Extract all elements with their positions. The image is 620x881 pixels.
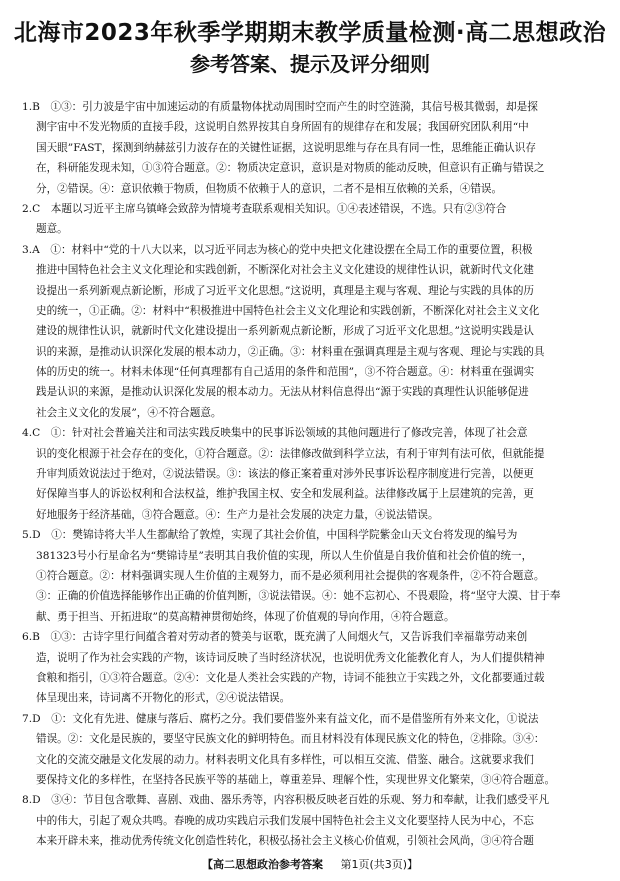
answer-line: 7.D ①：文化有先进、健康与落后、腐朽之分。我们要借鉴外来有益文化，而不是借鉴所有外来文化，①说法 — [22, 712, 539, 725]
answer-line: 升审判质效说法过于绝对，②说法错误。③：该法的修正案着重对涉外民事诉讼程序制度进行完善，以便更 — [36, 468, 534, 481]
answer-item — [22, 97, 612, 199]
answer-line: 献、勇于担当、开拓进取”的莫高精神贯彻始终，体现了价值观的导向作用，④符合题意。 — [36, 610, 455, 623]
answer-line: ①符合题意。②：材料强调实现人生价值的主观努力，而不是必须利用社会提供的客观条件，②不符合题意。 — [36, 569, 545, 582]
answer-item — [22, 790, 612, 851]
page-title: 北海市2023年秋季学期期末教学质量检测·高二思想政治 — [13, 20, 607, 46]
footer-spacer — [326, 858, 337, 871]
answer-line: 测宇宙中不发光物质的直接手段，这说明自然界按其自身所固有的规律存在和发展；我国研究团队利用“中 — [36, 121, 529, 134]
answer-item — [22, 525, 612, 627]
answer-line: 题意。 — [36, 223, 68, 236]
answer-line: 在，科研能发现未知，①③符合题意。②：物质决定意识，意识是对物质的能动反映，但意识有正确与错误之 — [36, 162, 545, 175]
answer-line: 史的统一，①正确。②：材料中“积极推进中国特色社会主义文化理论和实践创新，不断深化对社会主义文化 — [36, 304, 540, 317]
answer-line: 识的变化根源于社会存在的变化，①符合题意。②：法律修改做到科学立法，有利于审判有法可依，但就能提 — [36, 447, 545, 460]
answer-line: 8.D ③④：节目包含歌舞、喜剧、戏曲、器乐秀等，内容积极反映老百姓的乐观、努力和奉献，让我们感受平凡 — [22, 794, 550, 807]
answer-line: 建设的规律性认识，就新时代文化建设提出一系列新观点新论断，形成了习近平文化思想。”这说明实践是认 — [36, 325, 535, 338]
answer-item — [22, 423, 612, 525]
answer-line: 文化的交流交融是文化发展的动力。材料表明文化具有多样性，可以相互交流、借鉴、融合。这就要求我们 — [36, 753, 534, 766]
footer-page-number: 第1页(共3页)】 — [340, 858, 419, 871]
answer-line: ③：正确的价值选择能够作出正确的价值判断，③说法错误。④：她不忘初心、不畏艰险，将“坚守大漠、甘于奉 — [36, 590, 561, 603]
footer-label: 【高二思想政治参考答案 — [201, 858, 323, 871]
answer-line: 2.C 本题以习近平主席乌镇峰会致辞为情境考查联系观相关知识。①④表述错误，不选。只有②③符合 — [22, 202, 507, 215]
answer-line: 食粮和指引，①③符合题意。②④：文化是人类社会实践的产物，诗词不能独立于实践之外，文化都要通过载 — [36, 671, 545, 684]
answer-line: 践是认识的来源，是推动认识深化发展的根本动力。无法从材料信息得出“源于实践的真理性认识能够促进 — [36, 386, 529, 399]
answer-line: 1.B ①③：引力波是宇宙中加速运动的有质量物体扰动周围时空而产生的时空涟漪，其信号极其微弱，却是探 — [22, 101, 538, 113]
answer-item — [22, 709, 612, 791]
answer-line: 381323号小行星命名为“樊锦诗星”表明其自我价值的实现，所以人生价值是自我价值和社会价值的统一， — [36, 549, 533, 562]
answer-line: 3.A ①：材料中“党的十八大以来，以习近平同志为核心的党中央把文化建设摆在全局工作的重要位置，积极 — [22, 243, 533, 256]
page-footer — [0, 856, 620, 872]
answer-line: 识的来源，是推动认识深化发展的根本动力，②正确。③：材料重在强调真理是主观与客观、理论与实践的具 — [36, 345, 545, 358]
answer-line: 推进中国特色社会主义文化理论和实践创新，不断深化对社会主义文化建设的规律性认识，就新时代文化建 — [36, 264, 534, 277]
page-subtitle: 参考答案、提示及评分细则 — [190, 52, 430, 76]
answer-item — [22, 240, 612, 424]
answer-line: 错误。②：文化是民族的，要坚守民族文化的鲜明特色。而且材料没有体现民族文化的特色，②排除。③④： — [36, 733, 545, 746]
answer-line: 社会主义文化的发展”，④不符合题意。 — [36, 406, 222, 419]
answer-line: 好保障当事人的诉讼权利和合法权益，维护我国主权、安全和发展利益。法律修改属于上层建筑的完善，更 — [36, 488, 534, 501]
answer-line: 要保持文化的多样性，在坚持各民族平等的基础上，尊重差异、理解个性，实现世界文化繁荣，③④符合题意。 — [36, 773, 556, 786]
answer-line: 设提出一系列新观点新论断，形成了习近平文化思想。”这说明，真理是主观与客观、理论与实践的具体的历 — [36, 284, 535, 297]
answer-line: 4.C ①：针对社会普遍关注和司法实践反映集中的民事诉讼领域的其他问题进行了修改完善，体现了社会意 — [22, 427, 528, 440]
answer-item — [22, 199, 612, 240]
answer-line: 6.B ①③：古诗字里行间蕴含着对劳动者的赞美与讴歌，既充满了人间烟火气，又告诉我们幸福靠劳动来创 — [22, 631, 528, 644]
answer-line: 本来开辟未来，推动优秀传统文化创造性转化，积极弘扬社会主义核心价值观，引领社会风尚，③④符合题 — [36, 835, 534, 848]
answer-line: 国天眼”FAST，探测到纳赫兹引力波存在的关键性证据，这说明思维与存在具有同一性，思维能正确认识存 — [36, 141, 536, 154]
answer-line: 中的伟大，引起了观众共鸣。春晚的成功实践启示我们发展中国特色社会主义文化要坚持人民为中心，不忘 — [36, 814, 534, 827]
answer-line: 5.D ①：樊锦诗将大半人生都献给了敦煌，实现了其社会价值，中国科学院紫金山天文台将发现的编号为 — [22, 529, 518, 542]
answer-line: 分，②错误。④：意识依赖于物质，但物质不依赖于人的意识，二者不是相互依赖的关系，④错误。 — [36, 182, 503, 195]
answer-line: 造，说明了作为社会实践的产物，该诗词反映了当时经济状况，也说明优秀文化能教化育人，为人们提供精神 — [36, 651, 545, 664]
answer-list — [22, 97, 612, 851]
answer-item — [22, 627, 612, 709]
answer-line: 好地服务于经济基础，③符合题意。④：生产力是社会发展的决定力量，④说法错误。 — [36, 508, 439, 521]
answer-line: 体的历史的统一。材料未体现“任何真理都有自己适用的条件和范围”，③不符合题意。④：材料重在强调实 — [36, 366, 535, 379]
answer-line: 体呈现出来，诗词离不开物化的形式，②④说法错误。 — [36, 692, 291, 705]
